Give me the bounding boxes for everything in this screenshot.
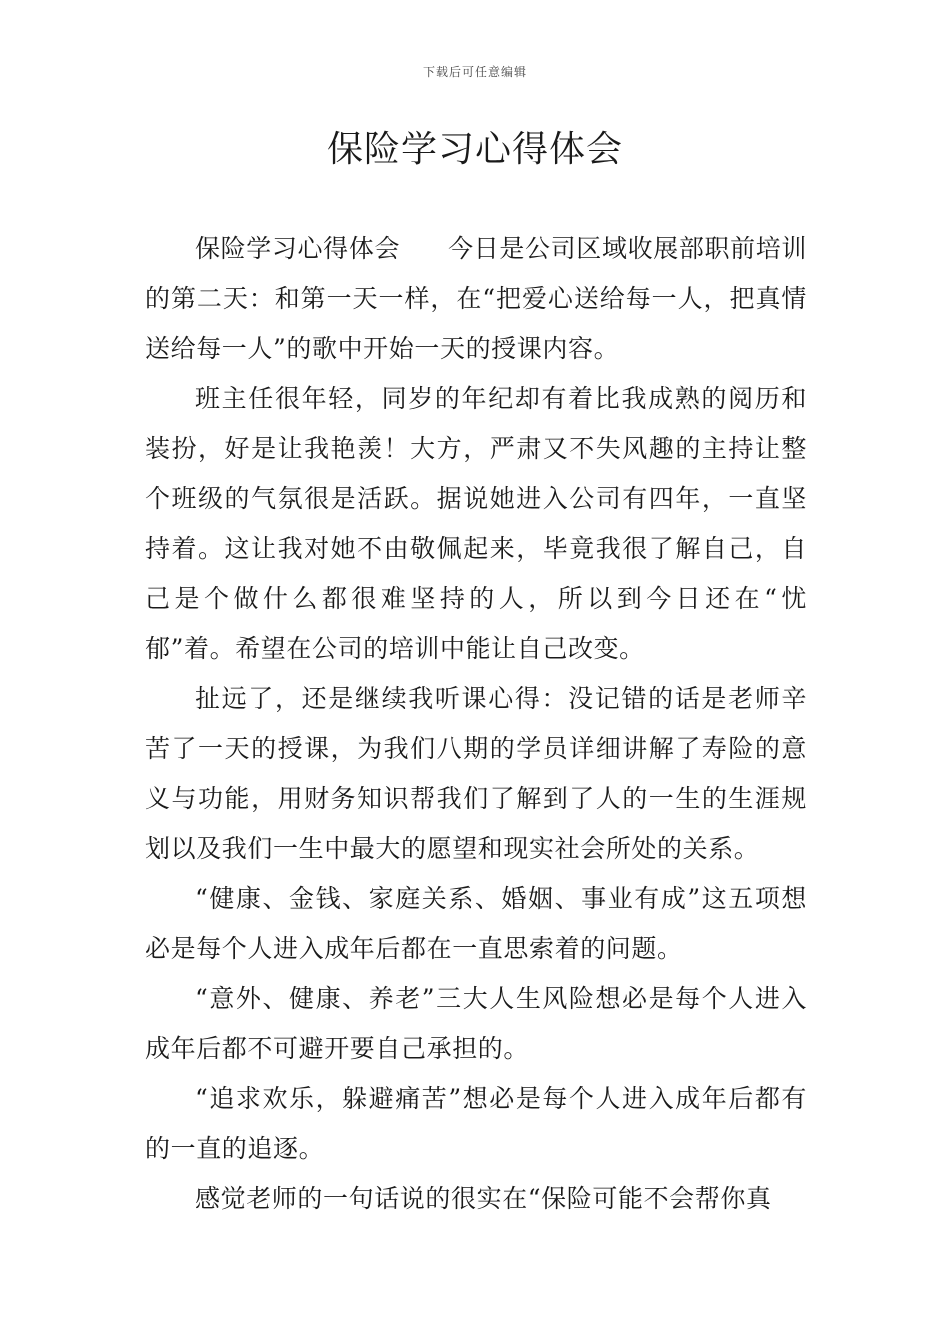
document-title: 保险学习心得体会 [326,129,623,170]
paragraph-4: “健康、金钱、家庭关系、婚姻、事业有成”这五项想必是每个人进入成年后都在一直思索着的问题。 [145,884,807,963]
paragraph-1 [145,224,807,374]
paragraph-6: “追求欢乐，躲避痛苦”想必是每个人进入成年后都有的一直的追逐。 [145,1084,807,1163]
document-body [145,224,807,1224]
paragraph-5: “意外、健康、养老”三大人生风险想必是每个人进入成年后都不可避开要自己承担的。 [145,984,807,1063]
header-note: 下载后可任意编辑 [422,65,527,79]
paragraph-2: 班主任很年轻，同岁的年纪却有着比我成熟的阅历和装扮，好是让我艳羡！大方，严肃又不失风趣的主持让整个班级的气氛很是活跃。据说她进入公司有四年，一直坚持着。这让我对她不由敬佩起来，毕竟我很了解自己，自己是个做什么都很难坚持的人，所以到今日还在“忧郁”着。希望在公司的培训中能让自己改变。 [145,384,807,663]
paragraph-text: 今日是公司区域收展部职前培训的第二天：和第一天一样，在“把爱心送给每一人，把真情送给每一人”的歌中开始一天的授课内容。 [145,234,807,363]
paragraph-lead: 保险学习心得体会 [195,234,401,263]
paragraph-7: 感觉老师的一句话说的很实在“保险可能不会帮你真 [195,1184,772,1213]
paragraph-3: 扯远了，还是继续我听课心得：没记错的话是老师辛苦了一天的授课，为我们八期的学员详细讲解了寿险的意义与功能，用财务知识帮我们了解到了人的一生的生涯规划以及我们一生中最大的愿望和现实社会所处的关系。 [145,684,807,863]
